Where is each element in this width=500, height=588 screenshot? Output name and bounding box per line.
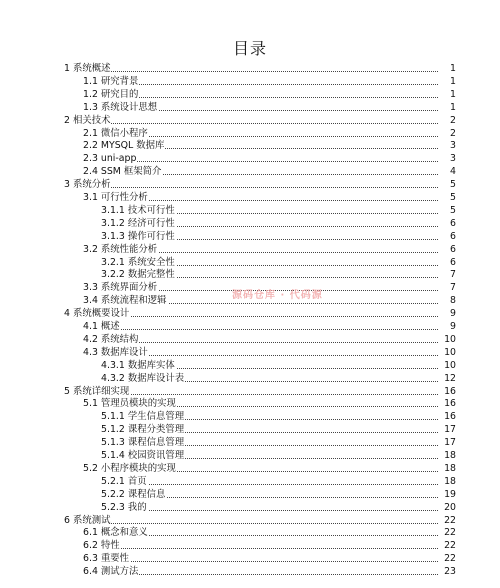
toc-entry[interactable]	[0, 178, 500, 191]
toc-entry-page: 12	[444, 372, 456, 384]
toc-entry-label: 3.4 系统流程和逻辑	[83, 295, 167, 307]
toc-entry-label: 5.1 管理员模块的实现	[83, 398, 176, 410]
toc-entry-label: 3 系统分析	[64, 179, 111, 191]
toc-entry[interactable]	[0, 320, 500, 333]
toc-entry-page: 18	[444, 475, 456, 487]
toc-entry-page: 5	[450, 204, 456, 216]
toc-entry[interactable]	[0, 268, 500, 281]
toc-entry-page: 10	[444, 346, 456, 358]
toc-entry-page: 17	[444, 437, 456, 449]
toc-entry-page: 18	[444, 462, 456, 474]
toc-entry[interactable]	[0, 552, 500, 565]
toc-entry-page: 18	[444, 450, 456, 461]
toc-leader-dots	[101, 484, 438, 485]
toc-entry-label: 4.1 概述	[83, 321, 120, 332]
toc-entry[interactable]	[0, 462, 500, 475]
toc-entry[interactable]	[0, 191, 500, 204]
toc-entry-label: 3.2 系统性能分析	[83, 243, 158, 255]
toc-entry-page: 10	[444, 333, 456, 345]
toc-entry[interactable]	[0, 75, 500, 88]
toc-entry-page: 22	[444, 514, 456, 526]
toc-title: 目录	[232, 39, 267, 58]
toc-entry-label: 2.1 微信小程序	[83, 127, 148, 139]
toc-entry[interactable]	[0, 501, 500, 514]
toc-entry[interactable]	[0, 127, 500, 140]
toc-leader-dots	[101, 510, 438, 511]
toc-entry-page: 5	[450, 179, 456, 191]
toc-entry-label: 5.1.3 课程信息管理	[101, 437, 185, 449]
toc-entry[interactable]	[0, 204, 500, 217]
toc-entry[interactable]	[0, 165, 500, 178]
toc-entry[interactable]	[0, 217, 500, 230]
toc-entry-page: 3	[450, 140, 456, 152]
toc-entry-label: 4.2 系统结构	[83, 333, 139, 345]
toc-entry-page: 7	[450, 282, 456, 294]
toc-entry[interactable]	[0, 397, 500, 410]
toc-entry[interactable]	[0, 346, 500, 359]
toc-entry-label: 6.2 特性	[83, 540, 120, 552]
toc-entry-label: 5.2 小程序模块的实现	[83, 462, 176, 474]
toc-entry-label: 4.3.1 数据库实体	[101, 359, 175, 371]
toc-entry-page: 5	[450, 192, 456, 203]
toc-entry-label: 1.1 研究背景	[83, 75, 139, 87]
toc-entry-page: 1	[450, 75, 456, 87]
toc-entry-page: 4	[450, 166, 456, 178]
toc-entry[interactable]	[0, 333, 500, 346]
toc-entry-label: 6.1 概念和意义	[83, 527, 148, 539]
toc-entry-page: 8	[450, 295, 456, 307]
toc-entry-label: 3.1.3 操作可行性	[101, 230, 175, 242]
toc-entry-page: 9	[450, 321, 456, 332]
toc-entry[interactable]	[0, 423, 500, 436]
toc-entry-label: 3.3 系统界面分析	[83, 282, 158, 294]
toc-entry-page: 6	[450, 256, 456, 268]
toc-entry[interactable]	[0, 307, 500, 320]
toc-entry-page: 6	[450, 243, 456, 255]
toc-entry-label: 5.2.2 课程信息	[101, 488, 166, 500]
toc-entry[interactable]	[0, 359, 500, 372]
toc-entry[interactable]	[0, 139, 500, 152]
toc-entry-label: 2 相关技术	[64, 114, 111, 126]
toc-leader-dots	[83, 548, 438, 549]
toc-entry[interactable]	[0, 514, 500, 527]
toc-entry-label: 5.1.4 校园资讯管理	[101, 450, 185, 461]
toc-entry[interactable]	[0, 256, 500, 269]
toc-entry-label: 2.2 MYSQL 数据库	[83, 140, 165, 152]
toc-entry-label: 4.3 数据库设计	[83, 346, 148, 358]
toc-entry[interactable]	[0, 565, 500, 578]
toc-entry[interactable]	[0, 449, 500, 462]
toc-entry-page: 1	[450, 63, 456, 74]
toc-entry-label: 6.3 重要性	[83, 553, 130, 565]
toc-entry[interactable]	[0, 243, 500, 256]
toc-entry-page: 22	[444, 553, 456, 565]
toc-leader-dots	[64, 123, 438, 124]
toc-entry-page: 16	[444, 385, 456, 397]
toc-entry-label: 3.1 可行性分析	[83, 192, 148, 203]
toc-entry[interactable]	[0, 152, 500, 165]
toc-entry-label: 3.2.2 数据完整性	[101, 269, 175, 281]
toc-entry-page: 20	[444, 501, 456, 513]
toc-entry[interactable]	[0, 410, 500, 423]
toc-entry-label: 6 系统测试	[64, 514, 111, 526]
toc-entry-page: 9	[450, 308, 456, 320]
toc-entry[interactable]	[0, 526, 500, 539]
toc-leader-dots	[64, 523, 438, 524]
toc-entry-page: 1	[450, 101, 456, 113]
toc-entry-label: 5 系统详细实现	[64, 385, 130, 397]
toc-entry[interactable]	[0, 539, 500, 552]
toc-entry-label: 1.3 系统设计思想	[83, 101, 158, 113]
toc-entry-label: 5.1.1 学生信息管理	[101, 411, 185, 423]
toc-entry-page: 22	[444, 527, 456, 539]
toc-entry[interactable]	[0, 114, 500, 127]
toc-entry-page: 1	[450, 88, 456, 100]
toc-entry-label: 5.1.2 课程分类管理	[101, 424, 185, 436]
toc-entry-page: 19	[444, 488, 456, 500]
toc-entry-label: 1.2 研究目的	[83, 88, 139, 100]
toc-entry-page: 7	[450, 269, 456, 281]
toc-entry-page: 23	[444, 566, 456, 578]
toc-entry-label: 2.4 SSM 框架简介	[83, 166, 162, 178]
toc-entry[interactable]	[0, 372, 500, 385]
toc-entry[interactable]	[0, 230, 500, 243]
toc-entry-label: 4 系统概要设计	[64, 308, 130, 320]
toc-entry-page: 16	[444, 411, 456, 423]
toc-entry-label: 3.1.1 技术可行性	[101, 204, 175, 216]
watermark: 源码仓库 · 代码源	[232, 290, 323, 301]
toc-entry[interactable]	[0, 62, 500, 75]
toc-entry-page: 6	[450, 217, 456, 229]
toc-leader-dots	[83, 561, 438, 562]
toc-entry-page: 16	[444, 398, 456, 410]
toc-leader-dots	[64, 71, 438, 72]
toc-entry-page: 10	[444, 359, 456, 371]
toc-entry[interactable]	[0, 436, 500, 449]
toc-entry-page: 2	[450, 127, 456, 139]
toc-leader-dots	[83, 329, 438, 330]
toc-entry[interactable]	[0, 475, 500, 488]
toc-entry-label: 4.3.2 数据库设计表	[101, 372, 185, 384]
toc-entry[interactable]	[0, 101, 500, 114]
toc-entry-label: 2.3 uni-app	[83, 153, 137, 165]
toc-entry-label: 3.2.1 系统安全性	[101, 256, 175, 268]
toc-entry-page: 17	[444, 424, 456, 436]
toc-entry[interactable]	[0, 385, 500, 398]
toc-entry-page: 2	[450, 114, 456, 126]
toc-entry[interactable]	[0, 488, 500, 501]
toc-entry-label: 5.2.1 首页	[101, 475, 147, 487]
toc-entry[interactable]	[0, 88, 500, 101]
toc-entry-label: 1 系统概述	[64, 63, 111, 74]
toc-entry-page: 6	[450, 230, 456, 242]
toc-entry-page: 3	[450, 153, 456, 165]
toc-entry-label: 5.2.3 我的	[101, 501, 147, 513]
toc-entry-label: 3.1.2 经济可行性	[101, 217, 175, 229]
toc-entry-label: 6.4 测试方法	[83, 566, 139, 578]
toc-entry-page: 22	[444, 540, 456, 552]
toc-leader-dots	[64, 187, 438, 188]
